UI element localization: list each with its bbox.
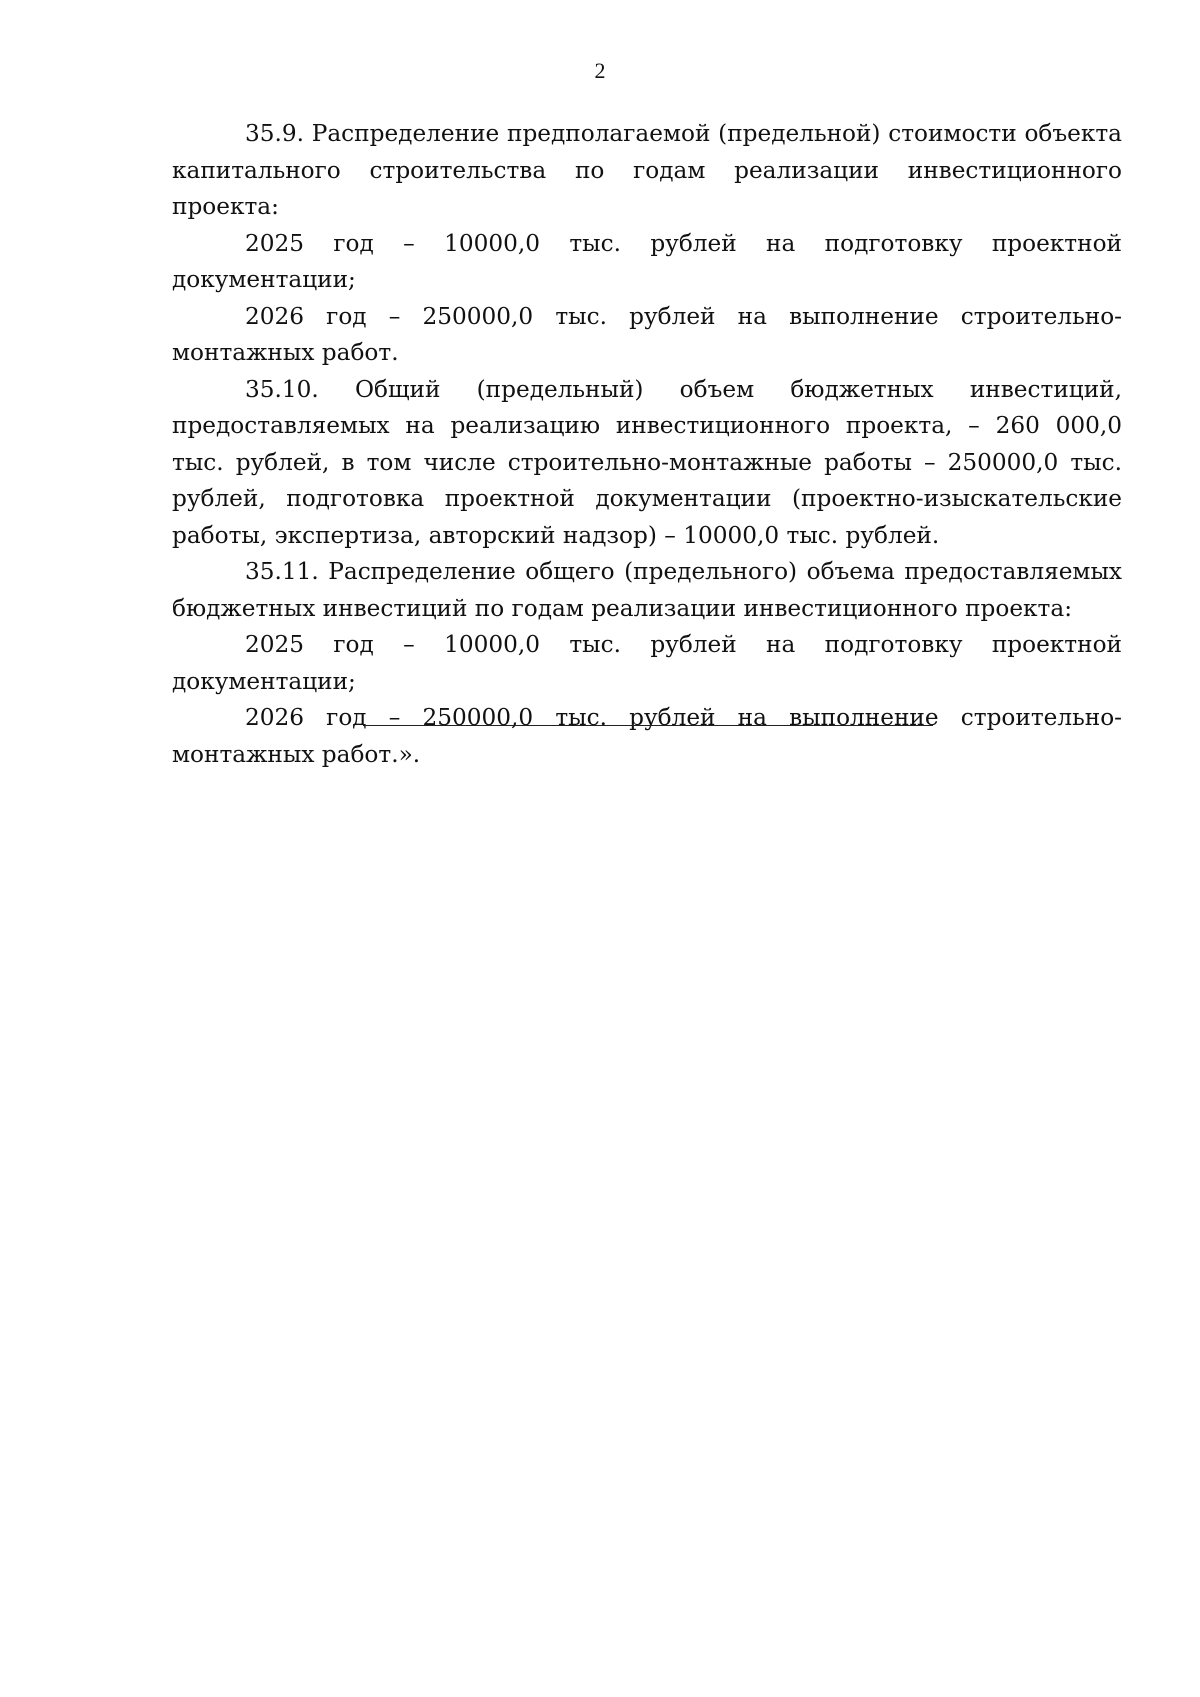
end-of-text-rule xyxy=(363,725,933,726)
paragraph-35-10: 35.10. Общий (предельный) объем бюджетных инвестиций, предоставляемых на реализацию инвестиционного проекта, – 260 000,0 тыс. рублей, в том числе строительно-монтажные работы – 250000,0 тыс. рублей, подготовка проектной документации (проектно-изыскательские работы, экспертиза, авторский надзор) – 10000,0 тыс. рублей. xyxy=(172,375,1122,549)
page-number: 2 xyxy=(594,58,606,83)
paragraph-35-11-year-2026: 2026 год – 250000,0 тыс. рублей на выполнение строительно-монтажных работ.». xyxy=(172,704,1122,768)
paragraph-35-9-year-2026: 2026 год – 250000,0 тыс. рублей на выполнение строительно-монтажных работ. xyxy=(172,302,1122,366)
paragraph-35-9-year-2025: 2025 год – 10000,0 тыс. рублей на подготовку проектной документации; xyxy=(172,229,1122,293)
document-body xyxy=(172,116,1122,773)
paragraph-35-9: 35.9. Распределение предполагаемой (предельной) стоимости объекта капитального строительства по годам реализации инвестиционного проекта: xyxy=(172,120,1122,220)
paragraph-35-11-year-2025: 2025 год – 10000,0 тыс. рублей на подготовку проектной документации; xyxy=(172,631,1122,695)
paragraph-35-11: 35.11. Распределение общего (предельного) объема предоставляемых бюджетных инвестиций по годам реализации инвестиционного проекта: xyxy=(172,558,1122,622)
